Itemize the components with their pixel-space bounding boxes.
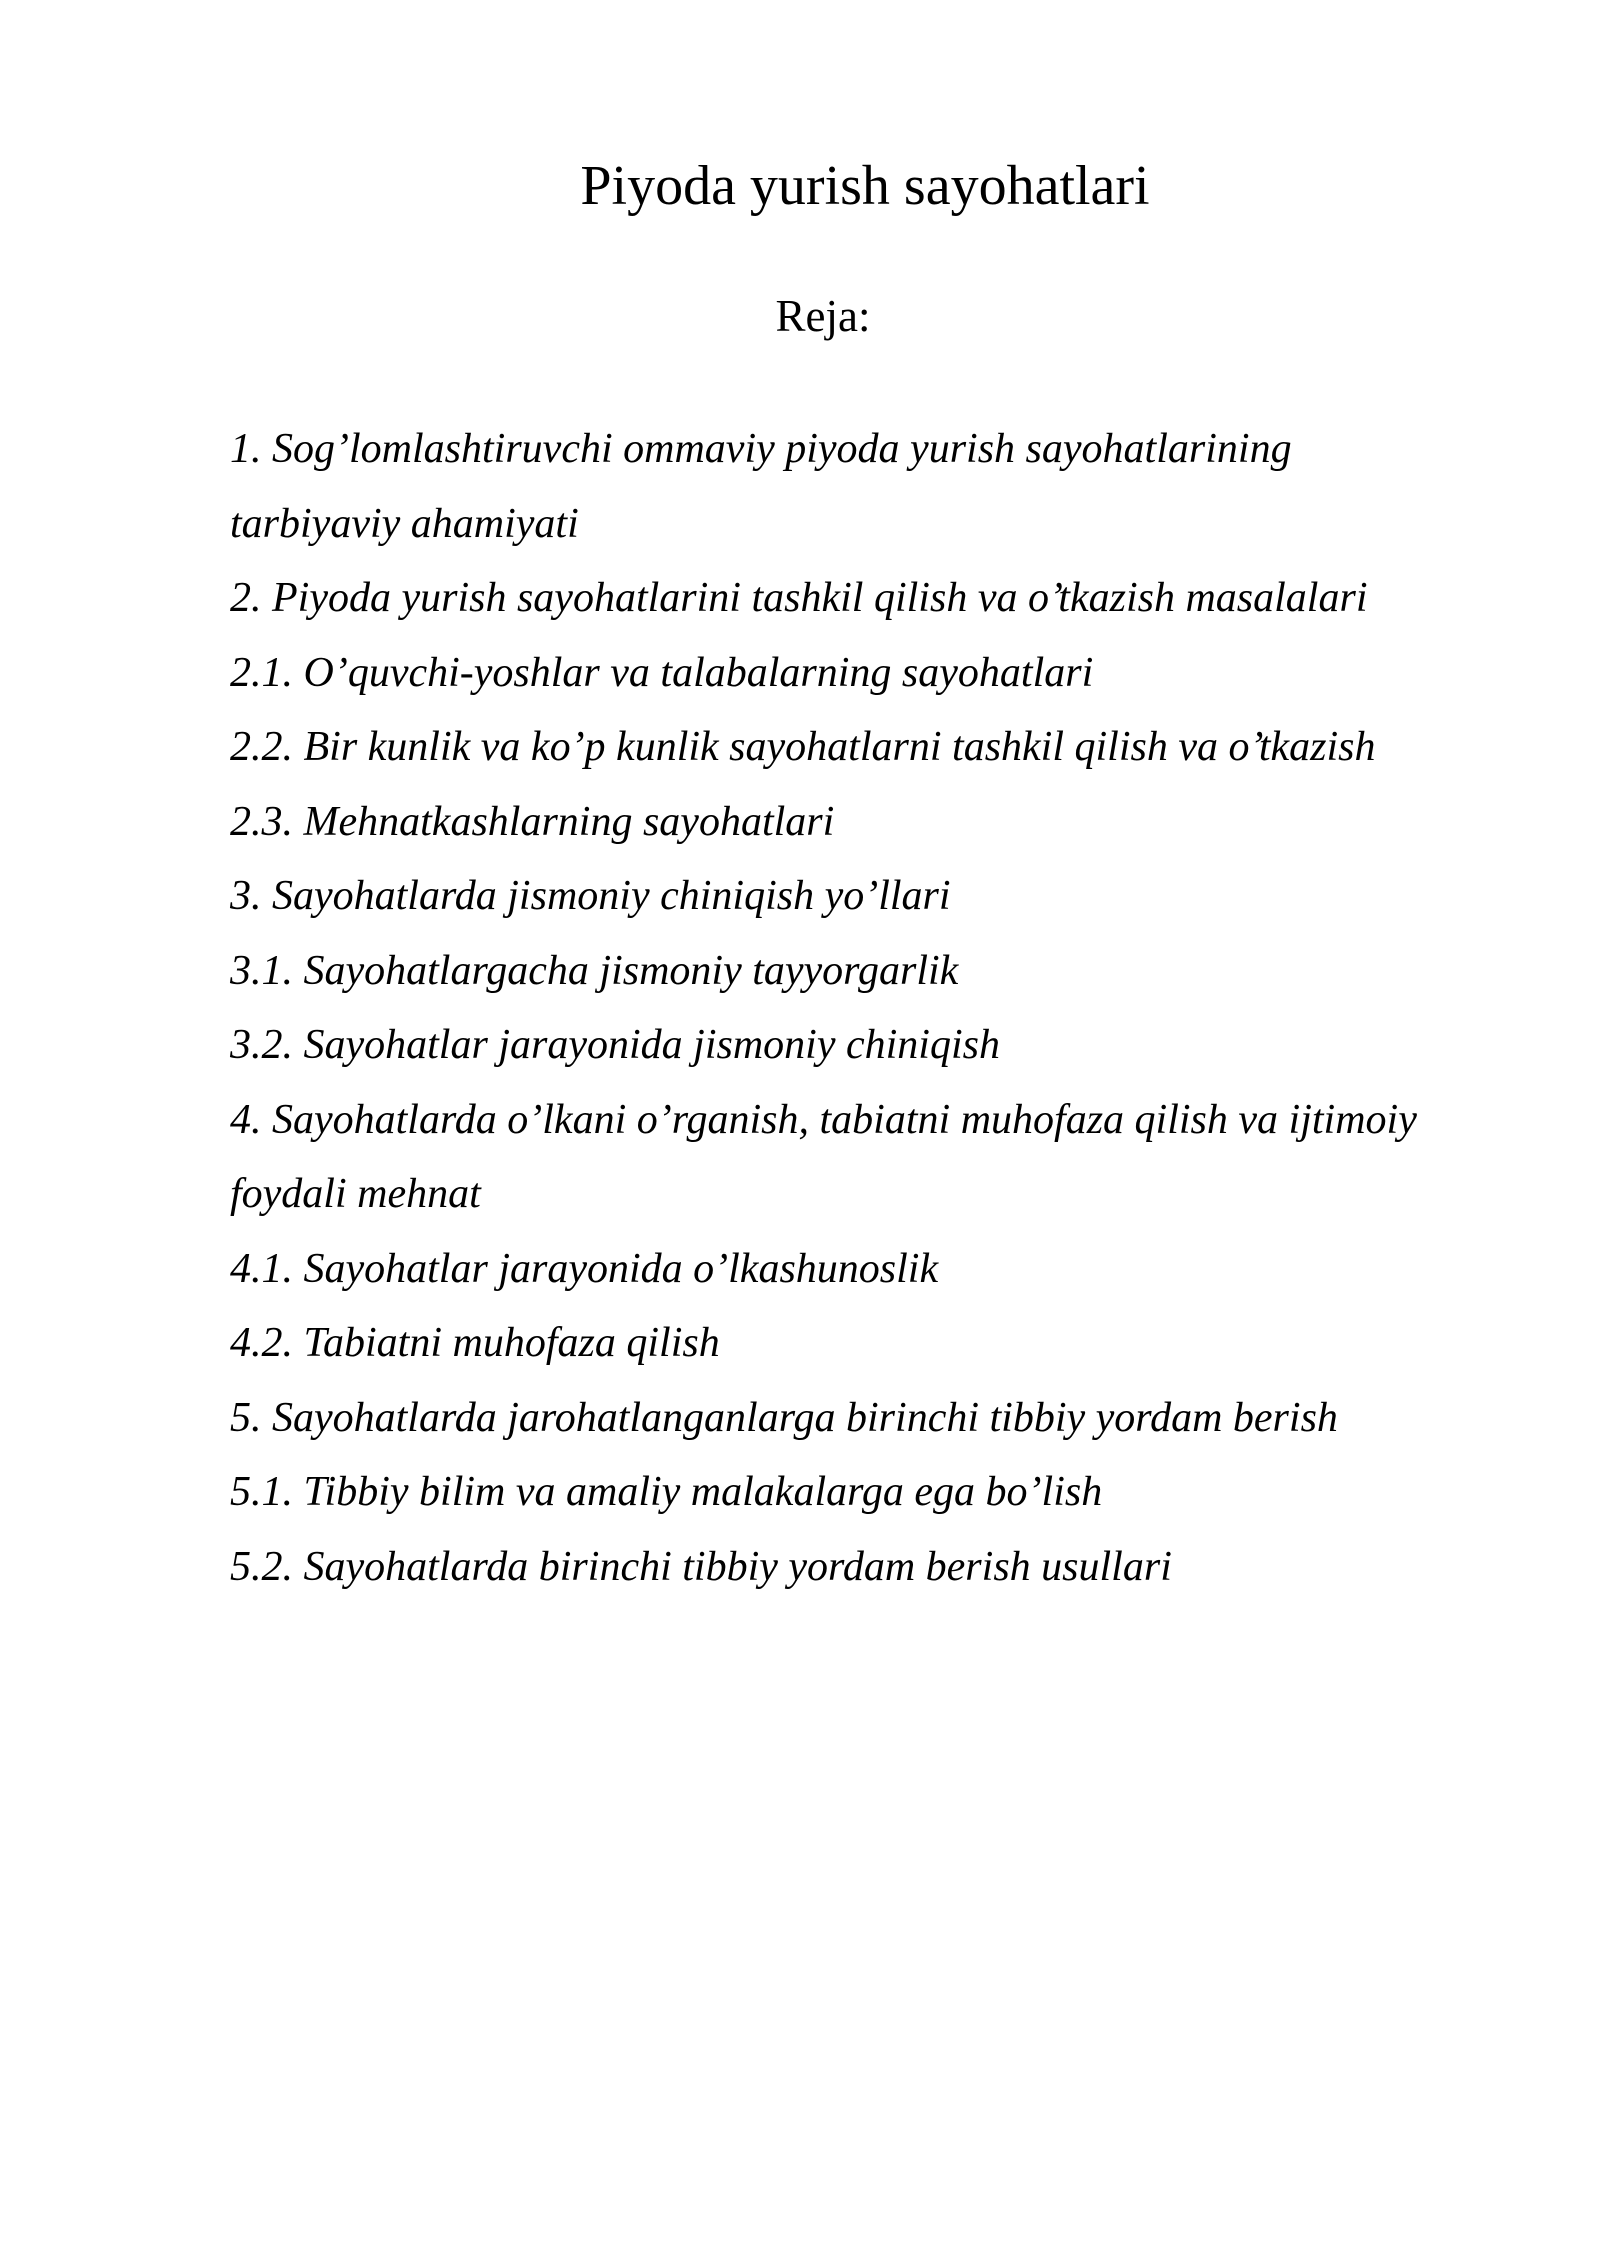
plan-line: 2. Piyoda yurish sayohatlarini tashkil qilish va o’tkazish masalalari xyxy=(230,575,1368,621)
plan-line: tarbiyaviy ahamiyati xyxy=(230,500,579,547)
plan-line: 3. Sayohatlarda jismoniy chiniqish yo’llari xyxy=(230,873,951,919)
plan-line: 4.1. Sayohatlar jarayonida o’lkashunoslik xyxy=(230,1245,939,1292)
plan-line: 5. Sayohatlarda jarohatlanganlarga birinchi tibbiy yordam berish xyxy=(230,1394,1338,1441)
plan-list xyxy=(230,412,1490,1604)
plan-line: 2.1. O’quvchi-yoshlar va talabalarning sayohatlari xyxy=(230,649,1094,696)
plan-line: 3.1. Sayohatlargacha jismoniy tayyorgarlik xyxy=(230,947,959,994)
plan-line: 4.2. Tabiatni muhofaza qilish xyxy=(230,1320,720,1366)
plan-line: 5.2. Sayohatlarda birinchi tibbiy yordam berish usullari xyxy=(230,1543,1172,1590)
plan-line: 1. Sog’lomlashtiruvchi ommaviy piyoda yurish sayohatlarining xyxy=(230,426,1292,472)
document-title: Piyoda yurish sayohatlari xyxy=(580,155,1150,217)
plan-line: 5.1. Tibbiy bilim va amaliy malakalarga ega bo’lish xyxy=(230,1469,1103,1515)
plan-line: 3.2. Sayohatlar jarayonida jismoniy chiniqish xyxy=(230,1022,1000,1068)
plan-heading: Reja: xyxy=(775,291,871,341)
plan-line: 2.2. Bir kunlik va ko’p kunlik sayohatlarni tashkil qilish va o’tkazish xyxy=(230,724,1376,770)
plan-line: 4. Sayohatlarda o’lkani o’rganish, tabiatni muhofaza qilish va ijtimoiy xyxy=(230,1096,1417,1143)
plan-line: foydali mehnat xyxy=(230,1171,481,1217)
plan-line: 2.3. Mehnatkashlarning sayohatlari xyxy=(230,798,835,845)
